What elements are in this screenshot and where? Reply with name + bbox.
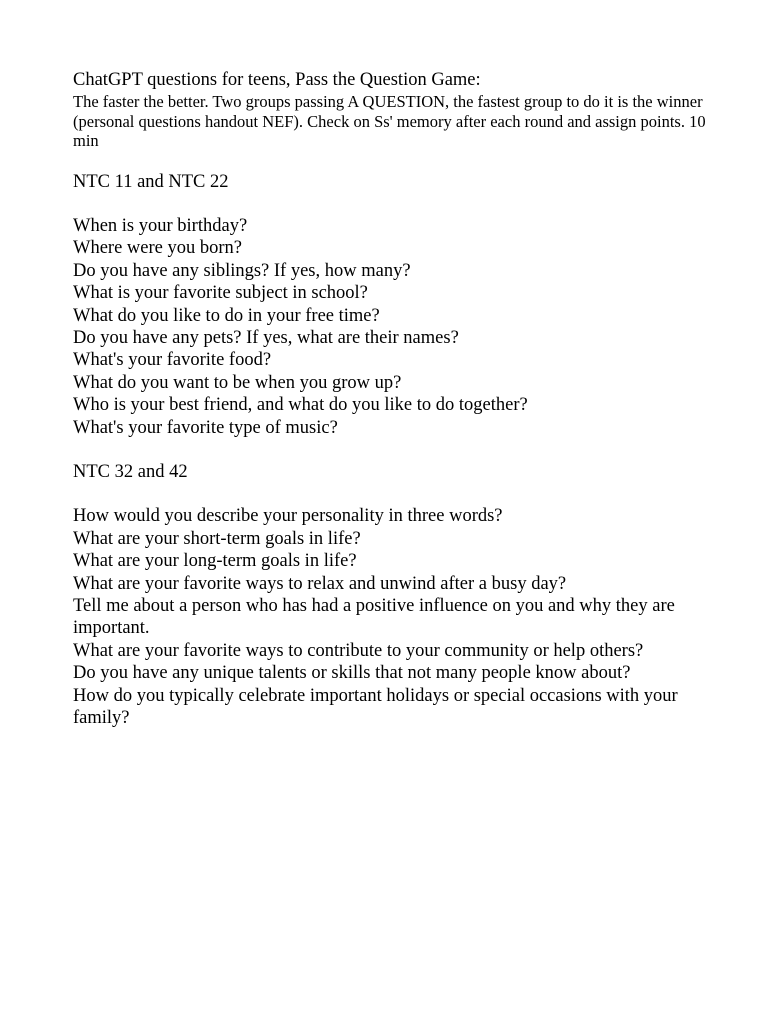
question-item: What's your favorite type of music? (73, 417, 338, 438)
question-item: What are your favorite ways to relax and unwind after a busy day? (73, 573, 567, 594)
question-item: Do you have any unique talents or skills that not many people know about? (73, 663, 631, 684)
question-item: What do you want to be when you grow up? (73, 372, 402, 393)
question-item: What are your favorite ways to contribute to your community or help others? (73, 640, 644, 661)
question-item: Tell me about a person who has had a positive influence on you and why they are important. (73, 596, 675, 639)
section-heading-ntc-11-22: NTC 11 and NTC 22 (73, 171, 229, 192)
question-item: Where were you born? (73, 238, 242, 259)
question-item: What is your favorite subject in school? (73, 283, 368, 304)
question-item: Do you have any pets? If yes, what are their names? (73, 327, 459, 348)
question-item: Who is your best friend, and what do you like to do together? (73, 395, 528, 416)
document-page (73, 68, 713, 729)
question-item: What's your favorite food? (73, 350, 272, 371)
question-item: When is your birthday? (73, 215, 248, 236)
question-item: What do you like to do in your free time? (73, 305, 380, 326)
question-item: What are your short-term goals in life? (73, 528, 361, 549)
question-item: How do you typically celebrate important holidays or special occasions with your family? (73, 685, 678, 729)
question-item: What are your long-term goals in life? (73, 551, 357, 572)
question-item: Do you have any siblings? If yes, how many? (73, 260, 411, 281)
section-heading-ntc-32-42: NTC 32 and 42 (73, 461, 188, 482)
game-instructions: The faster the better. Two groups passing A QUESTION, the fastest group to do it is the winner (personal questions handout NEF). Check on Ss' memory after each round and assign points. 10 min (73, 92, 706, 150)
question-list-ntc-11-22 (73, 215, 713, 439)
question-list-ntc-32-42 (73, 505, 713, 729)
document-title: ChatGPT questions for teens, Pass the Question Game: (73, 70, 481, 90)
question-item: How would you describe your personality in three words? (73, 506, 503, 527)
